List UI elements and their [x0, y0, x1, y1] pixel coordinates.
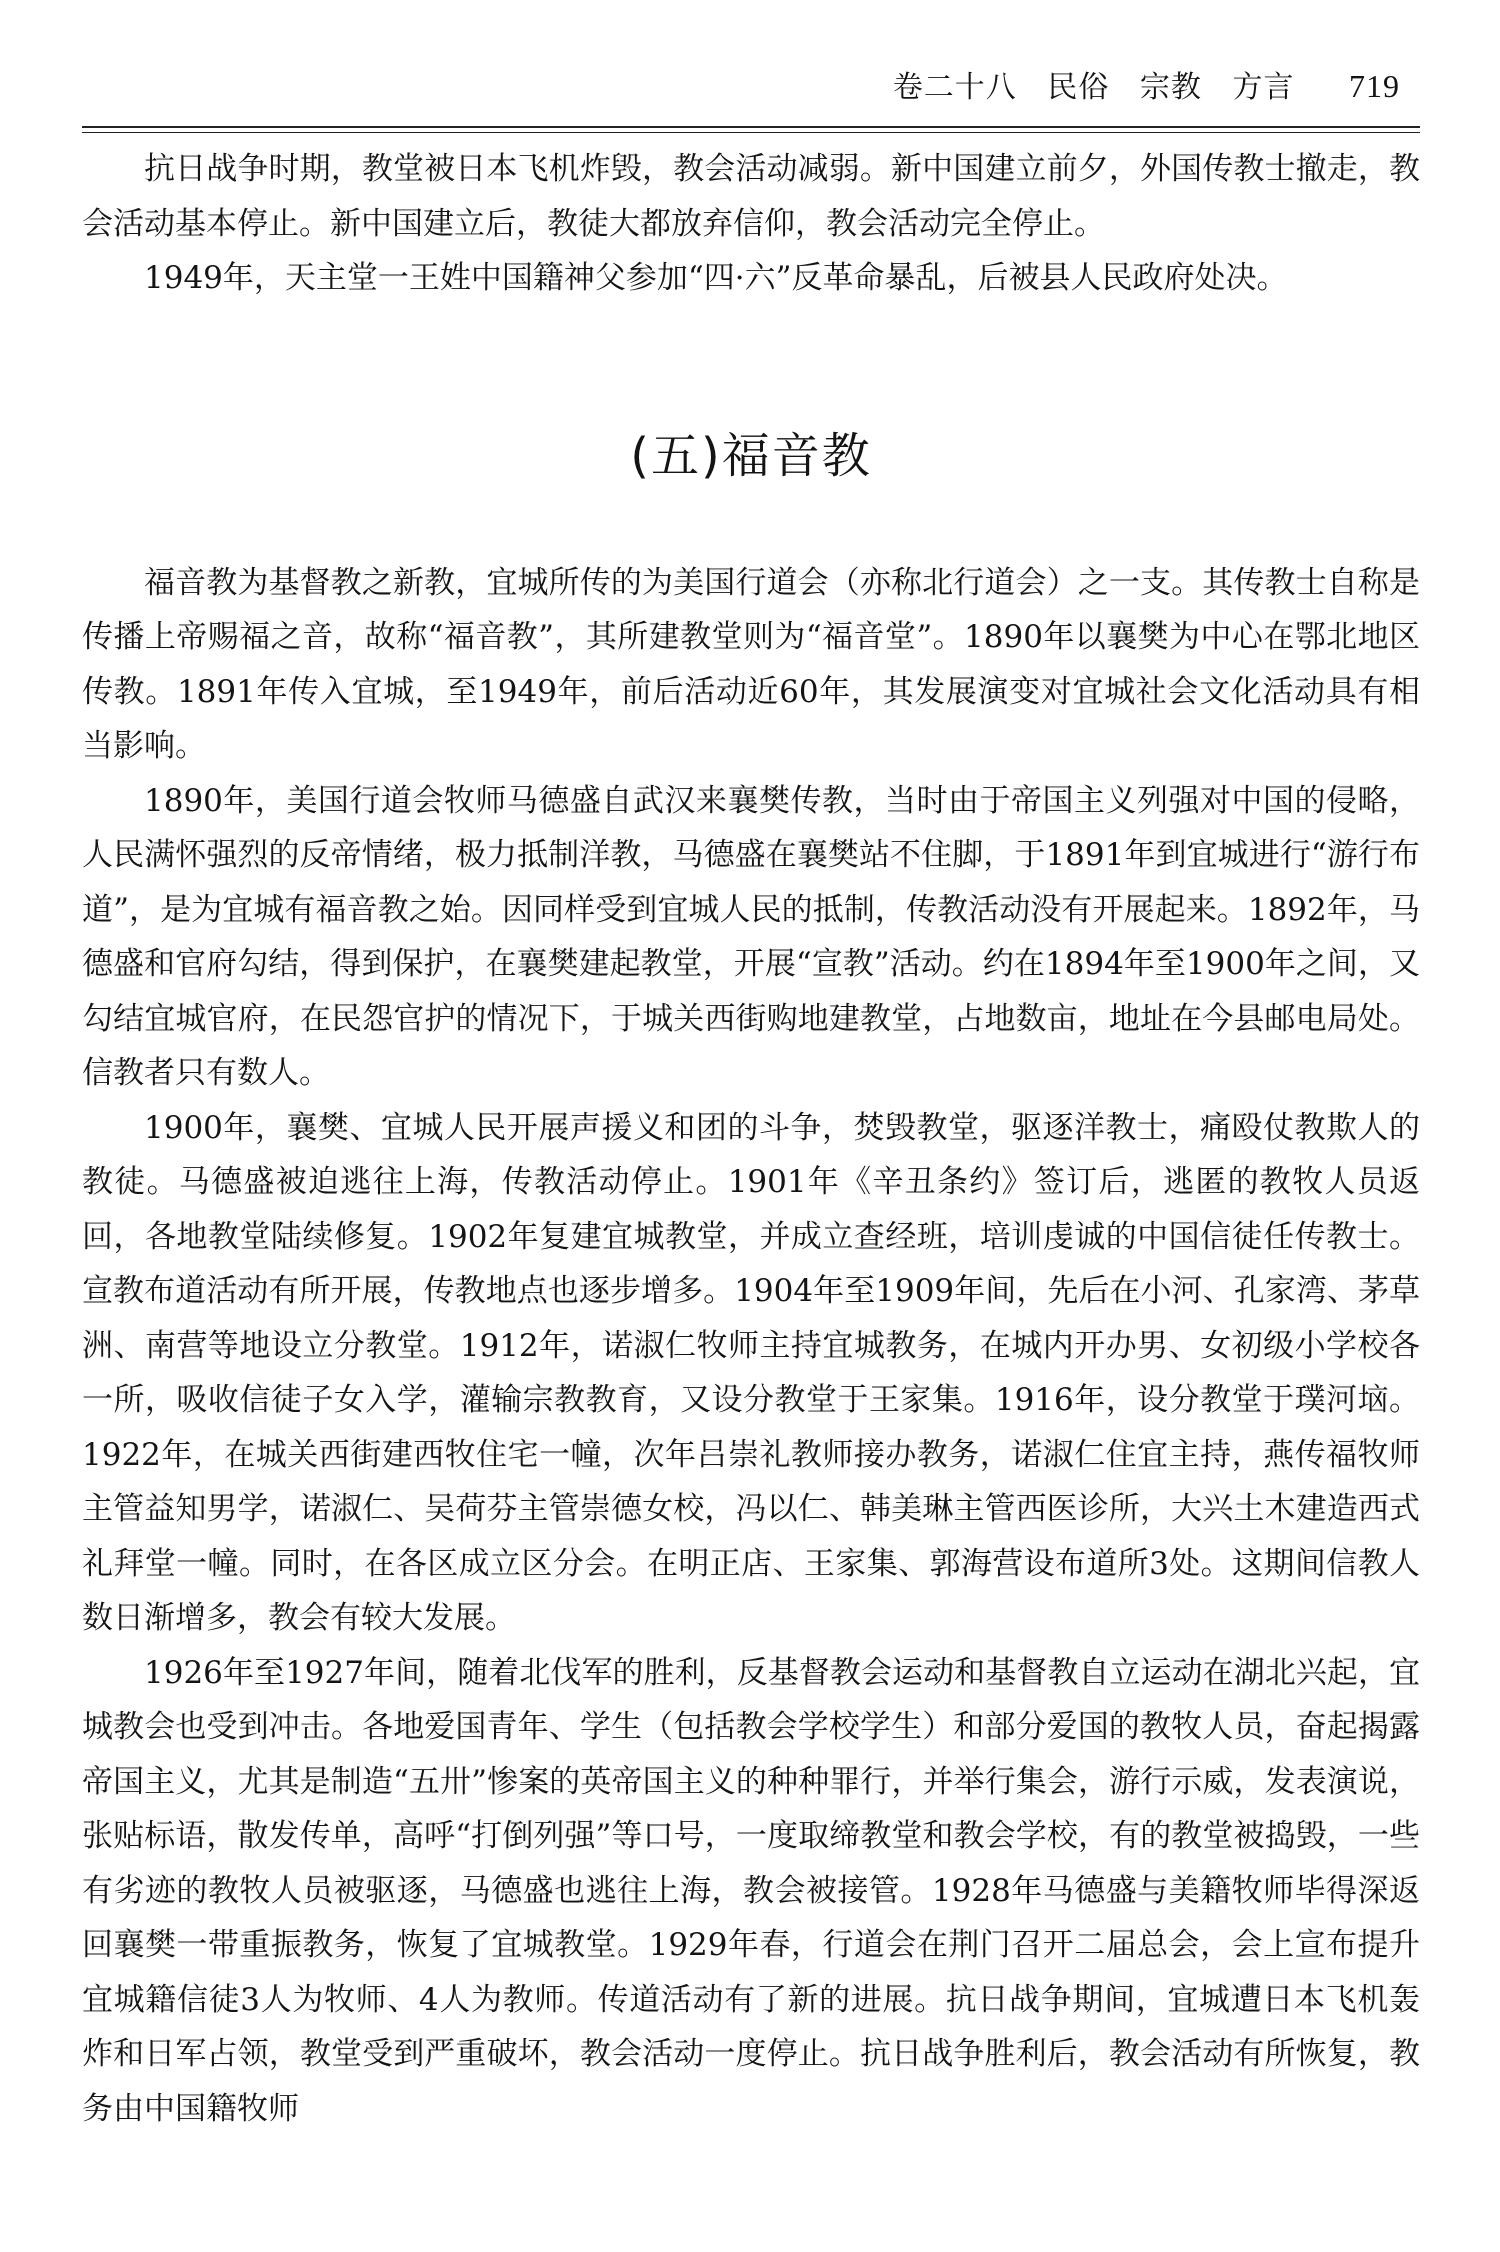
intro-paragraph-1: 抗日战争时期，教堂被日本飞机炸毁，教会活动减弱。新中国建立前夕，外国传教士撤走，教会活动基本停止。新中国建立后，教徒大都放弃信仰，教会活动完全停止。 [82, 151, 1420, 242]
body-paragraph-4: 1926年至1927年间，随着北伐军的胜利，反基督教会运动和基督教自立运动在湖北兴起，宜城教会也受到冲击。各地爱国青年、学生（包括教会学校学生）和部分爱国的教牧人员，奋起揭露帝国主义，尤其是制造“五卅”惨案的英帝国主义的种种罪行，并举行集会，游行示威，发表演说，张贴标语，散发传单，高呼“打倒列强”等口号，一度取缔教堂和教会学校，有的教堂被捣毁，一些有劣迹的教牧人员被驱逐，马德盛也逃往上海，教会被接管。1928年马德盛与美籍牧师毕得深返回襄樊一带重振教务，恢复了宜城教堂。1929年春，行道会在荆门召开二届总会，会上宣布提升宜城籍信徒3人为牧师、4人为教师。传道活动有了新的进展。抗日战争期间，宜城遭日本飞机轰炸和日军占领，教堂受到严重破坏，教会活动一度停止。抗日战争胜利后，教会活动有所恢复，教务由中国籍牧师 [82, 1654, 1421, 2127]
running-header [873, 62, 1400, 106]
body-paragraph-2: 1890年，美国行道会牧师马德盛自武汉来襄樊传教，当时由于帝国主义列强对中国的侵略，人民满怀强烈的反帝情绪，极力抵制洋教，马德盛在襄樊站不住脚，于1891年到宜城进行“游行布道”，是为宜城有福音教之始。因同样受到宜城人民的抵制，传教活动没有开展起来。1892年，马德盛和官府勾结，得到保护，在襄樊建起教堂，开展“宣教”活动。约在1894年至1900年之间，又勾结宜城官府，在民怨官护的情况下，于城关西街购地建教堂，占地数亩，地址在今县邮电局处。信教者只有数人。 [82, 782, 1420, 1091]
header-section-dialect: 方言 [1232, 70, 1295, 105]
page-number: 719 [1349, 68, 1400, 104]
header-section-religion: 宗教 [1139, 70, 1202, 105]
body-paragraph-3: 1900年，襄樊、宜城人民开展声援义和团的斗争，焚毁教堂，驱逐洋教士，痛殴仗教欺人的教徒。马德盛被迫逃往上海，传教活动停止。1901年《辛丑条约》签订后，逃匿的教牧人员返回，各地教堂陆续修复。1902年复建宜城教堂，并成立查经班，培训虔诚的中国信徒任传教士。宣教布道活动有所开展，传教地点也逐步增多。1904年至1909年间，先后在小河、孔家湾、茅草洲、南营等地设立分教堂。1912年，诺淑仁牧师主持宜城教务，在城内开办男、女初级小学校各一所，吸收信徒子女入学，灌输宗教教育，又设分教堂于王家集。1916年，设分教堂于璞河垴。1922年，在城关西街建西牧住宅一幢，次年吕崇礼教师接办教务，诺淑仁住宜主持，燕传福牧师主管益知男学，诺淑仁、吴荷芬主管崇德女校，冯以仁、韩美琳主管西医诊所，大兴土木建造西式礼拜堂一幢。同时，在各区成立区分会。在明正店、王家集、郭海营设布道所3处。这期间信教人数日渐增多，教会有较大发展。 [82, 1109, 1420, 1636]
header-volume: 卷二十八 [892, 70, 1017, 105]
page-body [82, 142, 1420, 2136]
section-title: (五)福音教 [630, 427, 872, 484]
header-section-folk: 民俗 [1047, 70, 1110, 105]
header-rule-thick [82, 126, 1420, 128]
header-rule-thin [82, 132, 1420, 133]
intro-paragraph-2: 1949年，天主堂一王姓中国籍神父参加“四·六”反革命暴乱，后被县人民政府处决。 [144, 260, 1288, 296]
body-paragraph-1: 福音教为基督教之新教，宜城所传的为美国行道会（亦称北行道会）之一支。其传教士自称是传播上帝赐福之音，故称“福音教”，其所建教堂则为“福音堂”。1890年以襄樊为中心在鄂北地区传教。1891年传入宜城，至1949年，前后活动近60年，其发展演变对宜城社会文化活动具有相当影响。 [82, 564, 1420, 764]
